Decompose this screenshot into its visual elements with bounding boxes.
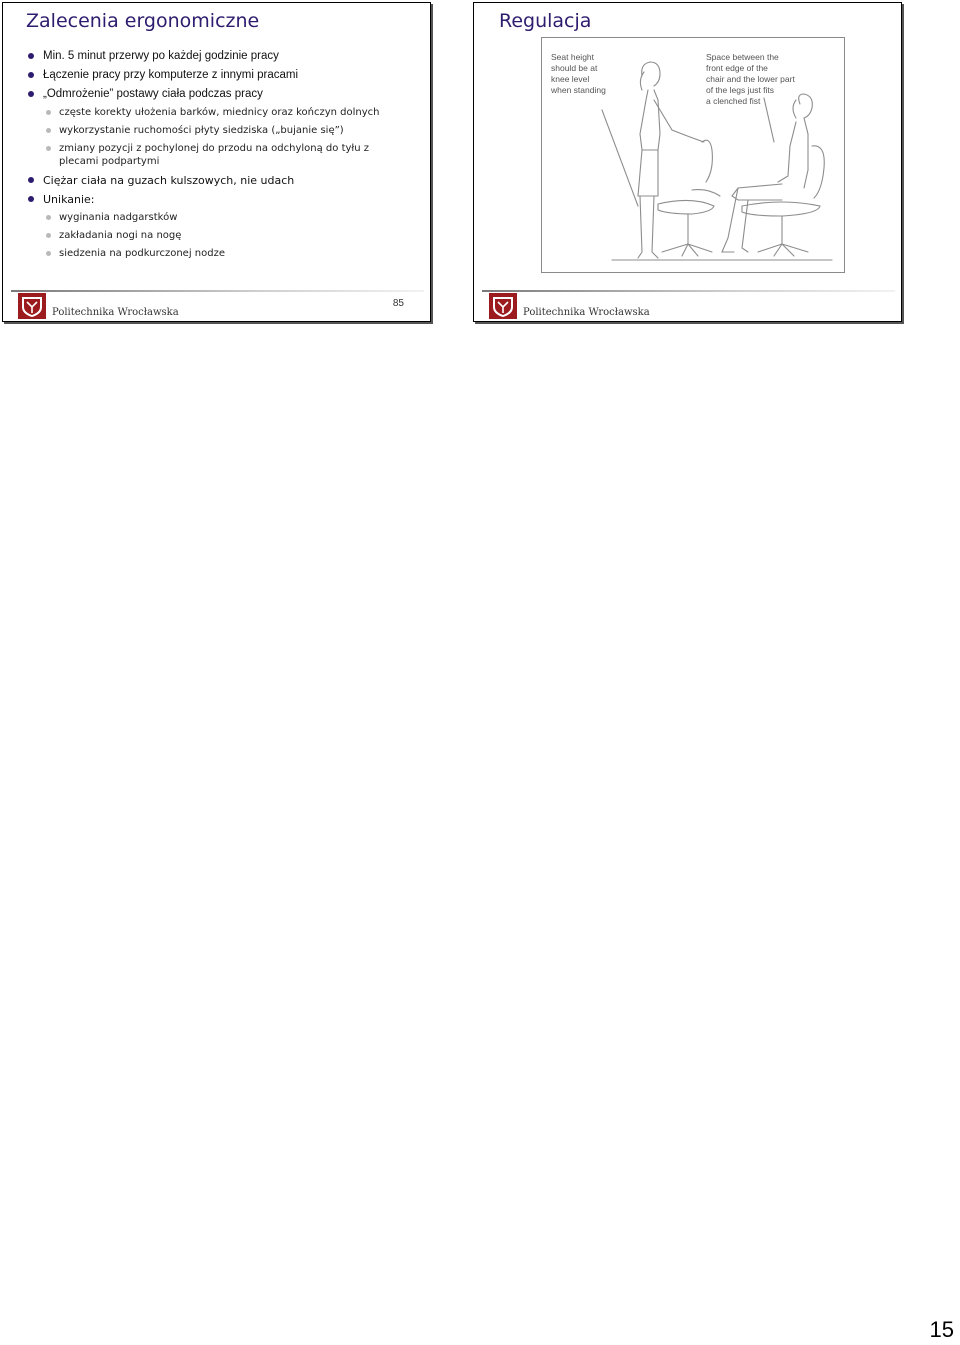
chair-adjustment-illustration (541, 37, 845, 273)
bullet-item: Ciężar ciała na guzach kulszowych, nie udach (23, 173, 423, 188)
bullet-list (23, 49, 423, 265)
label-line: chair and the lower part (706, 74, 795, 84)
sub-bullet-item: wyginania nadgarstków (23, 211, 423, 224)
label-line: Space between the (706, 52, 779, 62)
footer-divider (482, 290, 895, 292)
bullet-item: Min. 5 minut przerwy po każdej godzinie pracy (23, 49, 423, 64)
university-logo-icon (489, 293, 517, 319)
slide-footer (474, 286, 901, 321)
sub-bullet-item: częste korekty ułożenia barków, miednicy oraz kończyn dolnych (23, 106, 423, 119)
label-line: Seat height (551, 52, 595, 62)
university-logo-icon (18, 293, 46, 319)
university-name: Politechnika Wrocławska (523, 307, 650, 318)
bullet-item: „Odmrożenie” postawy ciała podczas pracy (23, 87, 423, 102)
sheet-page-number: 15 (929, 1317, 954, 1342)
slide-footer (3, 286, 430, 321)
seat-height-label (551, 52, 606, 96)
label-line: front edge of the (706, 63, 768, 73)
label-line: when standing (551, 85, 606, 95)
bullet-item: Łączenie pracy przy komputerze z innymi pracami (23, 68, 423, 83)
slide-title: Regulacja (499, 10, 592, 32)
university-name: Politechnika Wrocławska (52, 307, 179, 318)
footer-divider (11, 290, 424, 292)
slide-adjustment (473, 2, 902, 322)
sub-bullet-item: wykorzystanie ruchomości płyty siedziska („bujanie się”) (23, 124, 423, 137)
knee-space-label (706, 52, 795, 107)
sub-bullet-item: zakładania nogi na nogę (23, 229, 423, 242)
label-line: a clenched fist (706, 96, 761, 106)
label-line: of the legs just fits (706, 85, 775, 95)
slide-title: Zalecenia ergonomiczne (26, 10, 260, 32)
bullet-item: Unikanie: (23, 192, 423, 207)
sub-bullet-item: zmiany pozycji z pochylonej do przodu na odchyloną do tyłu z plecami podpartymi (23, 142, 399, 168)
label-line: knee level (551, 74, 590, 84)
sub-bullet-item: siedzenia na podkurczonej nodze (23, 247, 423, 260)
label-line: should be at (551, 63, 598, 73)
slide-ergonomic-recommendations (2, 2, 431, 322)
page-number: 85 (392, 298, 404, 309)
